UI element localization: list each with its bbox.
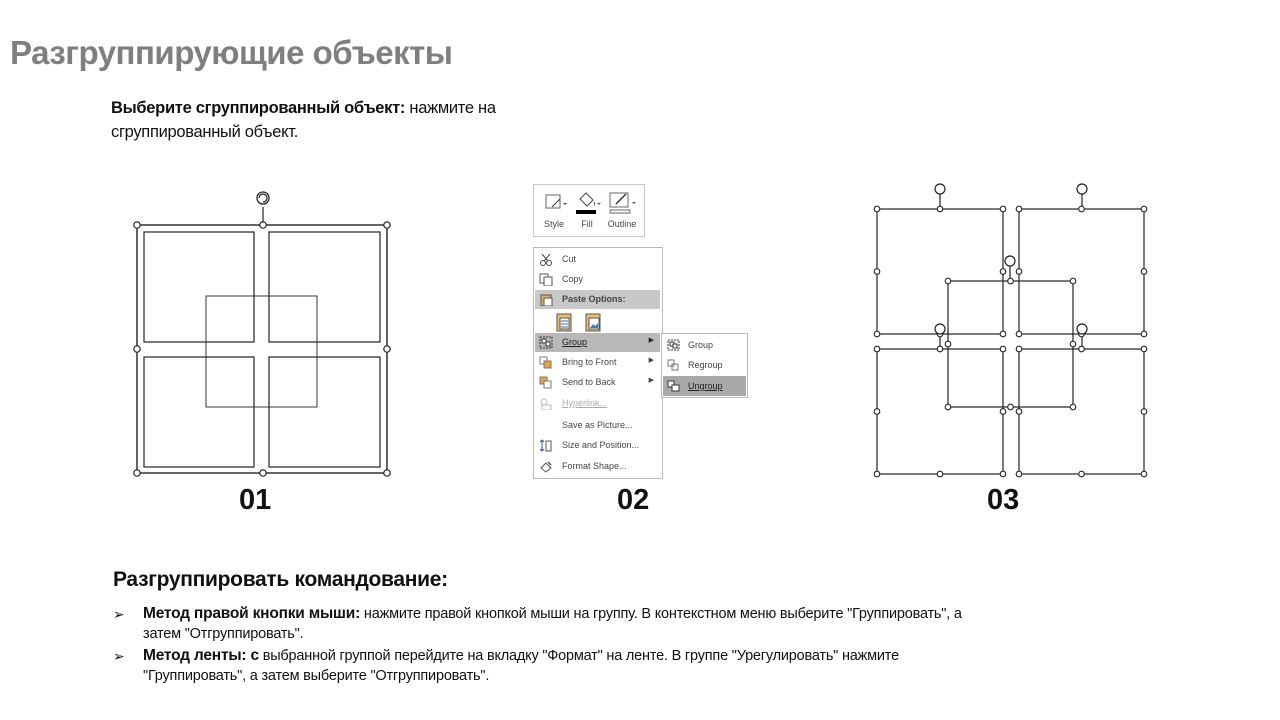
selection-handles [874,206,1147,477]
resize-handle[interactable] [1079,346,1085,352]
step-label-01: 01 [239,484,272,516]
resize-handle[interactable] [937,206,943,212]
paint-bucket-icon [571,189,603,217]
resize-handle[interactable] [1079,206,1085,212]
bullet-text: выбранной группой перейдите на вкладку "Формат" на ленте. В группе "Урегулировать" нажмите [258,648,899,664]
intro-bold: Выберите сгруппированный объект: [111,99,406,117]
size-position-icon [539,439,553,452]
resize-handle[interactable] [1141,346,1147,352]
resize-handle[interactable] [874,471,880,477]
resize-handle[interactable] [1016,409,1022,415]
resize-handle[interactable] [1141,206,1147,212]
menu-header-paste-options: Paste Options: [535,290,660,309]
resize-handle[interactable] [937,346,943,352]
menu-item-bring-to-front[interactable]: Bring to Front ▶ [535,353,660,372]
group-submenu [661,333,748,398]
resize-handle[interactable] [945,278,951,284]
outline-button[interactable]: Outline [604,189,640,233]
resize-handle[interactable] [1008,404,1014,410]
menu-item-group[interactable]: Group ▶ [535,333,660,352]
intro-line2: сгруппированный объект. [111,123,298,141]
submenu-item-ungroup[interactable]: Ungroup [663,376,746,396]
format-mini-toolbar [533,184,645,237]
scissors-icon [539,253,553,266]
resize-handle[interactable] [1000,269,1006,275]
resize-handle[interactable] [945,341,951,347]
paste-icon [539,293,553,306]
fill-button[interactable]: Fill [571,189,603,233]
menu-item-format-shape[interactable]: Format Shape... [535,457,660,476]
submenu-item-regroup[interactable]: Regroup [663,355,746,375]
resize-handle[interactable] [945,404,951,410]
rotate-handle-icon [935,184,1087,334]
resize-handle[interactable] [1141,269,1147,275]
menu-item-copy[interactable]: Copy [535,270,660,289]
resize-handle[interactable] [874,269,880,275]
grouped-object-figure[interactable] [125,185,405,485]
outline-pen-icon [604,189,640,217]
resize-handle[interactable] [1000,331,1006,337]
resize-handle[interactable] [874,331,880,337]
resize-handle[interactable] [1000,206,1006,212]
bullet-text: затем "Отгруппировать". [143,626,304,642]
menu-item-size-and-position[interactable]: Size and Position... [535,436,660,455]
context-menu [533,247,663,479]
resize-handle[interactable] [1000,346,1006,352]
submenu-arrow-icon: ▶ [648,337,654,344]
resize-handle[interactable] [937,471,943,477]
section-title: Разгруппировать командование: [113,568,448,591]
bullet-bold: Метод ленты: с [143,647,259,664]
submenu-arrow-icon: ▶ [648,357,654,364]
resize-handle[interactable] [1141,331,1147,337]
resize-handle[interactable] [1070,341,1076,347]
resize-handle[interactable] [1070,278,1076,284]
format-shape-icon [539,460,553,473]
arrow-bullet-icon: ➢ [113,648,125,664]
resize-handle[interactable] [874,409,880,415]
arrow-bullet-icon: ➢ [113,606,125,622]
regroup-icon [667,359,680,371]
step-label-02: 02 [617,484,650,516]
resize-handle[interactable] [1016,206,1022,212]
resize-handle[interactable] [1141,471,1147,477]
resize-handle[interactable] [1016,471,1022,477]
rotate-handle-icon [257,192,269,204]
resize-handle[interactable] [1000,471,1006,477]
menu-item-send-to-back[interactable]: Send to Back ▶ [535,373,660,392]
resize-handle[interactable] [1016,269,1022,275]
resize-handle[interactable] [1070,404,1076,410]
menu-item-cut[interactable]: Cut [535,250,660,269]
resize-handle[interactable] [874,206,880,212]
send-back-icon [539,376,553,389]
paste-options-row [556,312,616,334]
copy-icon [539,273,553,286]
hyperlink-icon [539,397,553,410]
page-title: Разгруппирующие объекты [10,34,453,71]
submenu-arrow-icon: ▶ [648,377,654,384]
resize-handle[interactable] [1016,346,1022,352]
bullet-ribbon [113,646,1003,686]
bullet-bold: Метод правой кнопки мыши: [143,605,361,622]
bullet-right-click [113,604,1003,644]
intro-rest: нажмите на [405,99,496,117]
resize-handle[interactable] [1079,471,1085,477]
submenu-item-group[interactable]: Group [663,335,746,355]
menu-item-save-as-picture[interactable]: Save as Picture... [562,420,633,430]
style-icon [538,189,570,217]
bullet-text: нажмите правой кнопкой мыши на группу. В контекстном меню выберите "Группировать", а [360,606,962,622]
paste-keep-formatting-icon [557,314,571,331]
intro-text [111,96,551,144]
style-button[interactable]: Style [538,189,570,233]
resize-handle[interactable] [1141,409,1147,415]
bullet-text: "Группировать", а затем выберите "Отгруппировать". [143,668,490,684]
resize-handle[interactable] [1000,409,1006,415]
group-icon [539,336,553,349]
menu-item-hyperlink[interactable]: Hyperlink... [535,394,660,413]
resize-handle[interactable] [1016,331,1022,337]
paste-option-icons [556,312,616,334]
resize-handle[interactable] [1008,278,1014,284]
ungrouped-objects-figure[interactable] [868,180,1154,482]
paste-picture-icon [586,314,600,331]
step-label-03: 03 [987,484,1020,516]
bring-front-icon [539,356,553,369]
group-icon [667,339,680,351]
resize-handle[interactable] [874,346,880,352]
ungroup-icon [667,380,680,392]
